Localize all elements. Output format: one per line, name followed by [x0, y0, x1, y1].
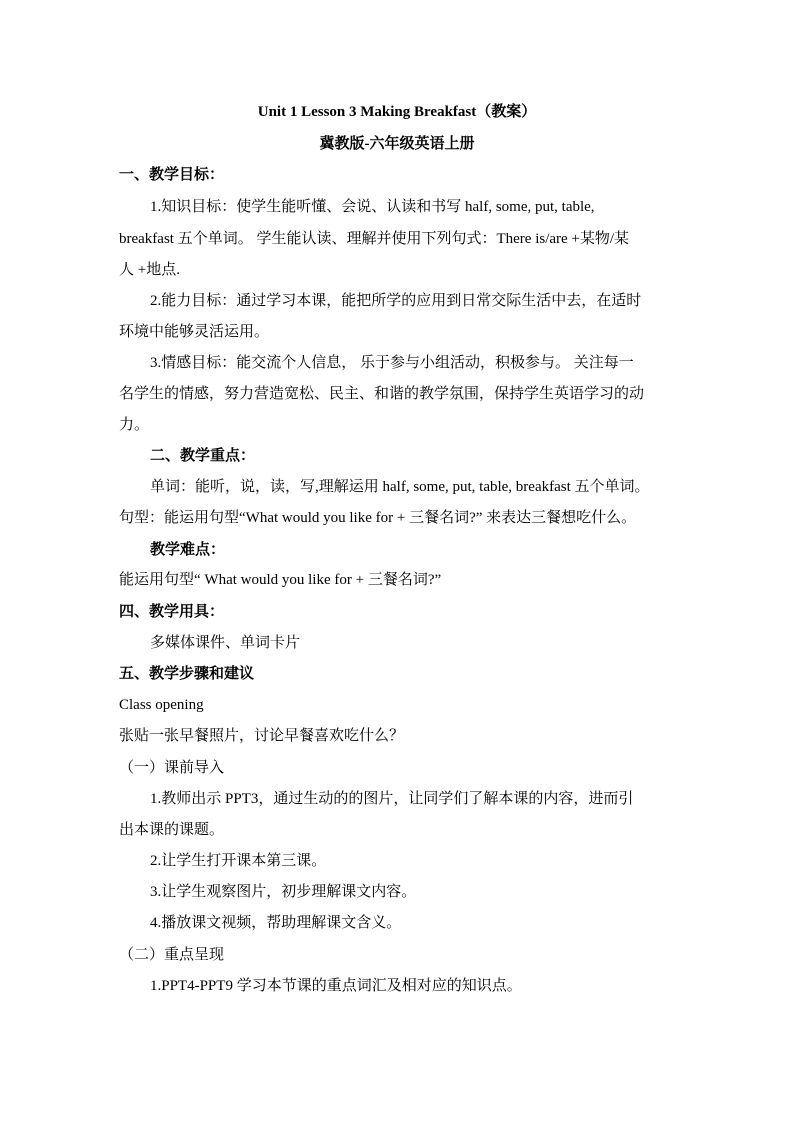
section-heading-objectives: 一、教学目标：	[119, 167, 225, 183]
objective-ability-line2: 环境中能够灵活运用。	[119, 324, 270, 340]
objective-emotion-line1: 3.情感目标：能交流个人信息， 乐于参与小组活动，积极参与。 关注每一	[150, 355, 634, 371]
part1-step1-line2: 出本课的课题。	[119, 822, 225, 838]
section-heading-tools: 四、教学用具：	[119, 604, 225, 620]
part1-step1-line1: 1.教师出示 PPT3，通过生动的的图片，让同学们了解本课的内容，进而引	[150, 791, 634, 807]
objective-emotion-line2: 名学生的情感，努力营造宽松、民主、和谐的教学氛围，保持学生英语学习的动	[119, 386, 645, 402]
tools-text: 多媒体课件、单词卡片	[150, 635, 301, 651]
objective-ability-line1: 2.能力目标：通过学习本课，能把所学的应用到日常交际生活中去，在适时	[150, 293, 642, 309]
key-points-words: 单词：能听，说，读，写,理解运用 half, some, put, table, breakfast 五个单词。	[150, 479, 650, 495]
objective-knowledge-line2: breakfast 五个单词。 学生能认读、理解并使用下列句式：There is/are +某物/某	[119, 231, 630, 247]
class-opening-label: Class opening	[119, 697, 204, 713]
part1-step2: 2.让学生打开课本第三课。	[150, 853, 327, 869]
document-subtitle: 冀教版-六年级英语上册	[319, 136, 475, 152]
class-opening-text: 张贴一张早餐照片，讨论早餐喜欢吃什么？	[119, 728, 405, 744]
part2-heading: （二）重点呈现	[119, 947, 225, 963]
objective-knowledge-line1: 1.知识目标：使学生能听懂、会说、认读和书写 half, some, put, table,	[150, 199, 595, 215]
part1-step4: 4.播放课文视频，帮助理解课文含义。	[150, 915, 402, 931]
part1-heading: （一）课前导入	[119, 760, 225, 776]
section-heading-difficulties: 教学难点：	[150, 542, 226, 558]
objective-emotion-line3: 力。	[119, 417, 150, 433]
objective-knowledge-line3: 人 +地点.	[119, 262, 180, 278]
part2-step1: 1.PPT4-PPT9 学习本节课的重点词汇及相对应的知识点。	[150, 978, 522, 994]
key-points-sentence: 句型：能运用句型“What would you like for + 三餐名词?” 来表达三餐想吃什么。	[119, 510, 637, 526]
section-heading-steps: 五、教学步骤和建议	[119, 666, 255, 682]
section-heading-key-points: 二、教学重点：	[150, 448, 256, 464]
part1-step3: 3.让学生观察图片，初步理解课文内容。	[150, 884, 417, 900]
difficulty-text: 能运用句型“ What would you like for + 三餐名词?”	[119, 572, 442, 588]
document-title: Unit 1 Lesson 3 Making Breakfast（教案）	[257, 104, 537, 120]
